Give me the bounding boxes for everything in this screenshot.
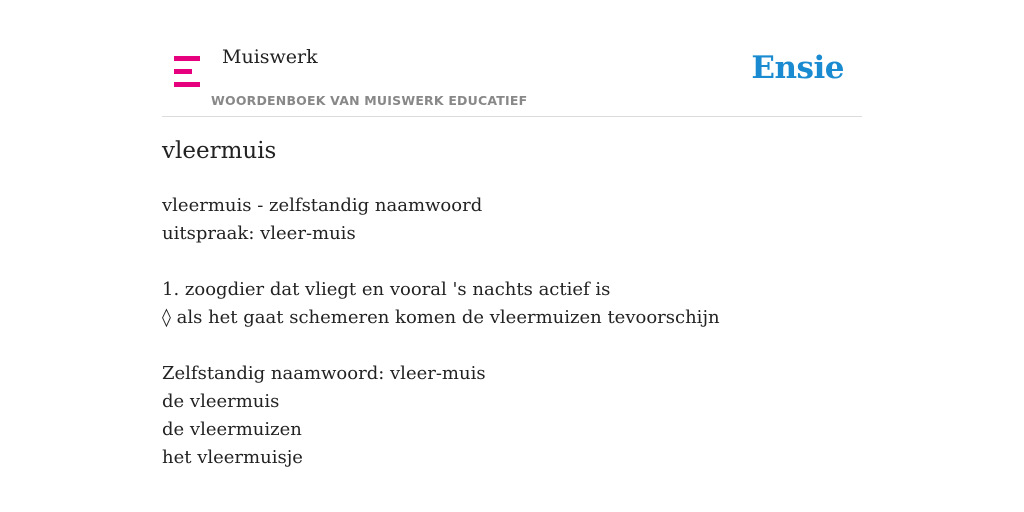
page-title: vleermuis	[162, 138, 277, 164]
entry-body	[162, 192, 862, 472]
spacer	[162, 332, 862, 360]
word-form: de vleermuizen	[162, 419, 302, 440]
entry-definition: 1. zoogdier dat vliegt en vooral 's nachts actief is	[162, 279, 611, 300]
entry-example: ◊ als het gaat schemeren komen de vleermuizen tevoorschijn	[162, 307, 720, 328]
muiswerk-logo-graphic	[172, 54, 202, 90]
site-subtitle: WOORDENBOEK VAN MUISWERK EDUCATIEF	[211, 93, 528, 108]
entry-headline: vleermuis - zelfstandig naamwoord	[162, 195, 483, 216]
word-form: de vleermuis	[162, 391, 280, 412]
brand-name[interactable]: Muiswerk	[222, 46, 318, 68]
muiswerk-logo-icon[interactable]	[172, 54, 202, 90]
entry-pronunciation: uitspraak: vleer-muis	[162, 223, 356, 244]
word-form: het vleermuisje	[162, 447, 303, 468]
grammar-heading: Zelfstandig naamwoord: vleer-muis	[162, 363, 486, 384]
ensie-logo-link[interactable]: Ensie	[751, 50, 844, 86]
site-header	[162, 40, 862, 117]
spacer	[162, 248, 862, 276]
